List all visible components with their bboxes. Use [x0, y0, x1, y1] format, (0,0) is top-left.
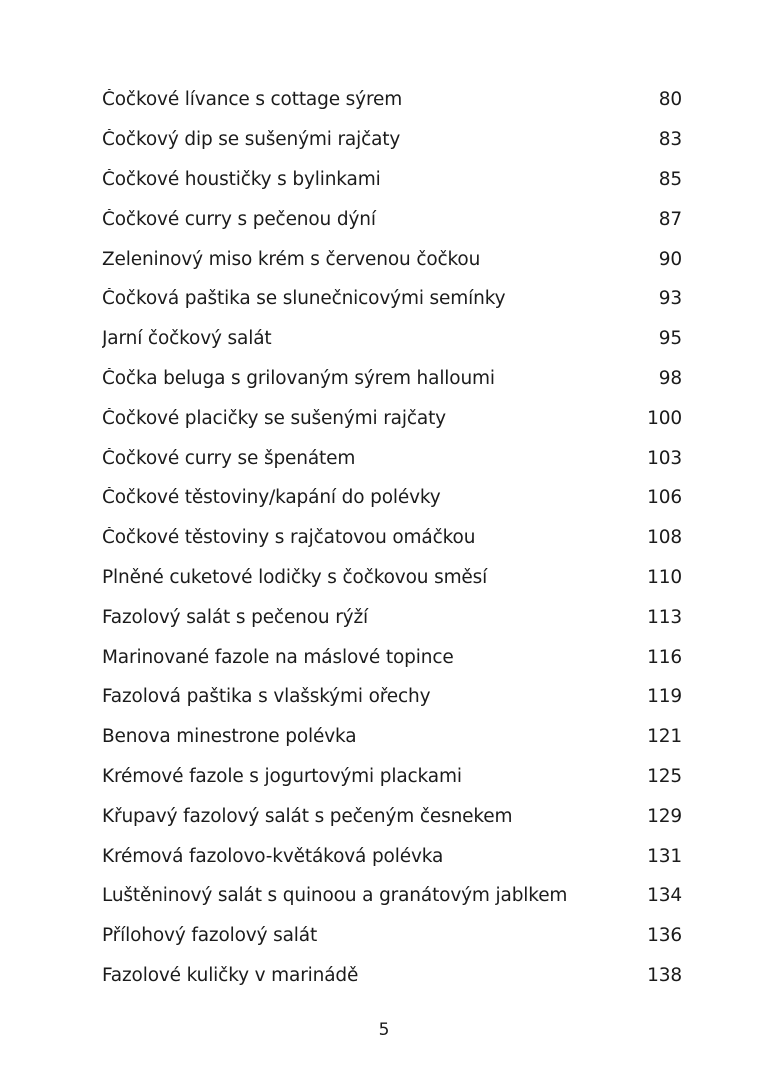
toc-entry	[102, 956, 682, 996]
toc-entry	[102, 796, 682, 836]
toc-entry-title: Fazolová paštika s vlašskými ořechy	[102, 686, 431, 708]
toc-entry-page: 87	[658, 208, 682, 230]
toc-entry	[102, 279, 682, 319]
toc-entry	[102, 717, 682, 757]
toc-entry	[102, 637, 682, 677]
toc-entry-title: Čočkové houstičky s bylinkami	[102, 168, 381, 190]
toc-entry-title: Plněné cuketové lodičky s čočkovou směsí	[102, 566, 488, 588]
toc-entry-page: 98	[658, 367, 682, 389]
toc-entry-page: 100	[647, 407, 682, 429]
toc-entry-page: 134	[647, 885, 682, 907]
toc-entry-page: 121	[647, 726, 682, 748]
toc-entry-page: 108	[647, 527, 682, 549]
toc-entry-title: Krémová fazolovo-květáková polévka	[102, 845, 444, 867]
page-number: 5	[378, 1020, 390, 1040]
toc-entry-page: 125	[647, 765, 682, 787]
table-of-contents	[102, 80, 682, 995]
toc-entry-page: 93	[658, 288, 682, 310]
toc-entry	[102, 518, 682, 558]
toc-entry-page: 83	[658, 129, 682, 151]
toc-entry-page: 110	[647, 566, 682, 588]
toc-entry-title: Benova minestrone polévka	[102, 726, 357, 748]
toc-entry-title: Fazolové kuličky v marinádě	[102, 964, 359, 986]
toc-entry	[102, 876, 682, 916]
toc-entry	[102, 916, 682, 956]
toc-entry	[102, 239, 682, 279]
toc-entry-page: 116	[647, 646, 682, 668]
toc-entry-title: Čočka beluga s grilovaným sýrem halloumi	[102, 367, 495, 389]
toc-entry-title: Čočkové těstoviny/kapání do polévky	[102, 487, 441, 509]
toc-entry	[102, 677, 682, 717]
toc-entry-page: 138	[647, 964, 682, 986]
toc-entry-page: 129	[647, 805, 682, 827]
toc-entry-title: Křupavý fazolový salát s pečeným česnekem	[102, 805, 513, 827]
toc-entry-title: Jarní čočkový salát	[102, 328, 272, 350]
toc-entry-title: Čočkové placičky se sušenými rajčaty	[102, 407, 446, 429]
toc-entry	[102, 398, 682, 438]
toc-entry	[102, 319, 682, 359]
toc-entry-title: Marinované fazole na máslové topince	[102, 646, 454, 668]
toc-entry	[102, 438, 682, 478]
toc-entry-page: 131	[647, 845, 682, 867]
toc-entry-title: Zeleninový miso krém s červenou čočkou	[102, 248, 481, 270]
toc-entry-page: 119	[647, 686, 682, 708]
toc-entry	[102, 558, 682, 598]
toc-entry	[102, 478, 682, 518]
toc-entry	[102, 199, 682, 239]
toc-entry-page: 103	[647, 447, 682, 469]
toc-entry-title: Přílohový fazolový salát	[102, 925, 318, 947]
toc-entry	[102, 120, 682, 160]
toc-entry	[102, 160, 682, 200]
toc-entry	[102, 359, 682, 399]
toc-entry-page: 80	[658, 89, 682, 111]
toc-entry-title: Čočkové curry s pečenou dýní	[102, 208, 376, 230]
toc-entry-title: Čočkové curry se špenátem	[102, 447, 356, 469]
toc-entry-page: 95	[658, 328, 682, 350]
toc-entry	[102, 836, 682, 876]
toc-entry-title: Čočkový dip se sušenými rajčaty	[102, 129, 401, 151]
toc-entry-title: Fazolový salát s pečenou rýží	[102, 606, 369, 628]
toc-entry-page: 85	[658, 168, 682, 190]
toc-entry-title: Čočková paštika se slunečnicovými semínky	[102, 288, 506, 310]
toc-entry-title: Luštěninový salát s quinoou a granátovým jablkem	[102, 885, 568, 907]
toc-entry-page: 106	[647, 487, 682, 509]
toc-entry	[102, 757, 682, 797]
toc-entry-page: 90	[658, 248, 682, 270]
toc-entry	[102, 80, 682, 120]
toc-entry	[102, 597, 682, 637]
toc-entry-page: 136	[647, 925, 682, 947]
toc-entry-page: 113	[647, 606, 682, 628]
toc-entry-title: Čočkové lívance s cottage sýrem	[102, 89, 403, 111]
toc-entry-title: Krémové fazole s jogurtovými plackami	[102, 765, 462, 787]
toc-entry-title: Čočkové těstoviny s rajčatovou omáčkou	[102, 527, 476, 549]
